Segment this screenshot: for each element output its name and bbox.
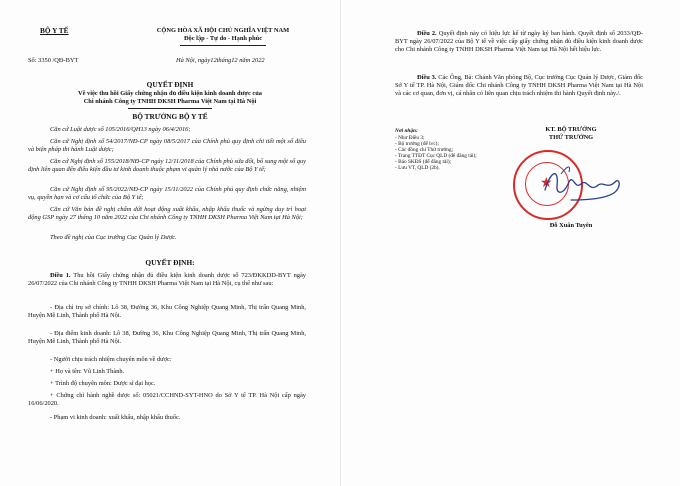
legal-basis-1: Căn cứ Luật dược số 105/2016/QH13 ngày 06/4/2016;: [50, 126, 191, 133]
responsible-person-qualification: + Trình độ chuyên môn: Dược sĩ đại học.: [50, 380, 156, 387]
legal-basis-6: Theo đề nghị của Cục trưởng Cục Quản lý Dược.: [50, 234, 177, 241]
ministry-name: BỘ Y TẾ: [40, 26, 69, 35]
article-2: [395, 30, 643, 54]
article-2-label: Điều 2.: [417, 30, 437, 37]
article-2-text: Quyết định này có hiệu lực kể từ ngày ký ban hành. Quyết định số 2033/QĐ-BYT ngày 26/07/2022 của Bộ Y tế về việc cấp giấy chứng nhận đủ điều kiện kinh doanh dược cho Chi nhánh Công ty TNHH DKSH Pharma Việt Nam tại Hà Nội hết hiệu lực.: [395, 30, 643, 53]
signer-title-line-2: THỨ TRƯỞNG: [548, 134, 594, 141]
article-3-label: Điều 3.: [417, 74, 437, 81]
recipient-item: - Báo SKĐS (để đăng tải);: [395, 159, 452, 165]
signer-title-line-1: KT. BỘ TRƯỞNG: [545, 126, 597, 133]
article-3-text: Các Ông, Bà: Chánh Văn phòng Bộ, Cục trưởng Cục Quản lý Dược, Giám đốc Sở Y tế TP. Hà Nội, Giám đốc Chi nhánh Công ty TNHH DKSH Pharma Việt Nam tại Hà Nội và các cơ quan, đơn vị, cá nhân có liên quan chịu trách nhiệm thi hành Quyết định này./.: [395, 74, 643, 97]
document-type: QUYẾT ĐỊNH: [146, 80, 194, 89]
recipients-title: Nơi nhận:: [395, 128, 418, 134]
decides-heading: QUYẾT ĐỊNH:: [145, 258, 195, 267]
issuing-authority: BỘ TRƯỞNG BỘ Y TẾ: [132, 112, 208, 121]
legal-basis-5: Căn cứ Văn bản đề nghị chấm dứt hoạt động xuất khẩu, nhập khẩu thuốc và ngừng duy trì hoạt động GSP ngày 27 tháng 10 năm 2022 của Chi nhánh Công ty TNHH DKSH Pharma Việt Nam tại Hà Nội;: [28, 206, 306, 221]
national-motto: Độc lập - Tự do - Hạnh phúc: [183, 35, 263, 42]
legal-basis-3: Căn cứ Nghị định số 155/2018/NĐ-CP ngày 12/11/2018 của Chính phủ sửa đổi, bổ sung một số quy định liên quan đến điều kiện đầu tư kinh doanh thuộc phạm vi quản lý nhà nước của Bộ Y tế;: [28, 158, 306, 173]
seal-star-icon: ★: [540, 176, 553, 191]
recipient-item: - Như Điều 3;: [395, 135, 425, 141]
nation-name: CỘNG HÒA XÃ HỘI CHỦ NGHĨA VIỆT NAM: [156, 27, 290, 34]
place-and-date: Hà Nội, ngày12tháng12 năm 2022: [176, 57, 265, 64]
recipient-item: - Lưu VT, QLD (2b).: [395, 165, 440, 171]
legal-basis-2: Căn cứ Nghị định số 54/2017/NĐ-CP ngày 08/5/2017 của Chính phủ quy định chi tiết một số điều và biện pháp thi hành Luật dược;: [28, 138, 306, 153]
recipient-item: - Bộ trưởng (để b/c);: [395, 141, 439, 147]
business-location: - Địa điểm kinh doanh: Lô 38, Đường 36, Khu Công Nghiệp Quang Minh, Thị trấn Quang Minh, Huyện Mê Linh, Thành phố Hà Nội.: [28, 330, 306, 345]
subject-line-2: Chi nhánh Công ty TNHH DKSH Pharma Việt Nam tại Hà Nội: [83, 98, 257, 105]
article-1: [28, 272, 306, 288]
article-3: [395, 74, 643, 98]
responsible-person-name: + Họ và tên: Vũ Linh Thành.: [50, 368, 125, 375]
business-scope: - Phạm vi kinh doanh: xuất khẩu, nhập khẩu thuốc.: [50, 414, 181, 421]
decision-page-2: [341, 0, 680, 486]
subject-line-1: Về việc thu hồi Giấy chứng nhận đủ điều kiện kinh doanh dược của: [78, 90, 262, 97]
recipient-item: - Các đồng chí Thứ trưởng;: [395, 147, 454, 153]
document-number: Số: 3350 /QĐ-BYT: [28, 57, 79, 64]
responsible-person-heading: - Người chịu trách nhiệm chuyên môn về dược:: [50, 356, 172, 363]
legal-basis-4: Căn cứ Nghị định số 95/2022/NĐ-CP ngày 15/11/2022 của Chính phủ quy định chức năng, nhiệm vụ, quyền hạn và cơ cấu tổ chức của Bộ Y tế;: [28, 186, 306, 201]
practice-certificate: + Chứng chỉ hành nghề dược số: 05021/CCHND-SYT-HNO do Sở Y tế TP. Hà Nội cấp ngày 16/06/2020.: [28, 392, 306, 407]
signature: [541, 160, 625, 208]
motto-underline: [180, 45, 266, 46]
head-office-address: - Địa chỉ trụ sở chính: Lô 38, Đường 36, Khu Công Nghiệp Quang Minh, Thị trấn Quang Minh, Huyện Mê Linh, Thành phố Hà Nội.: [28, 304, 306, 319]
recipient-item: - Trang TTĐT Cục QLD (để đăng tải);: [395, 153, 477, 159]
article-1-text: Thu hồi Giấy chứng nhận đủ điều kiện kinh doanh dược số 723/ĐKKDD-BYT ngày 26/07/2022 của Chi nhánh Công ty TNHH DKSH Pharma Việt Nam tại Hà Nội, cụ thể như sau:: [28, 272, 306, 287]
signer-name: Đỗ Xuân Tuyên: [549, 222, 593, 229]
subject-underline: [128, 108, 212, 109]
article-1-label: Điều 1.: [50, 272, 71, 279]
